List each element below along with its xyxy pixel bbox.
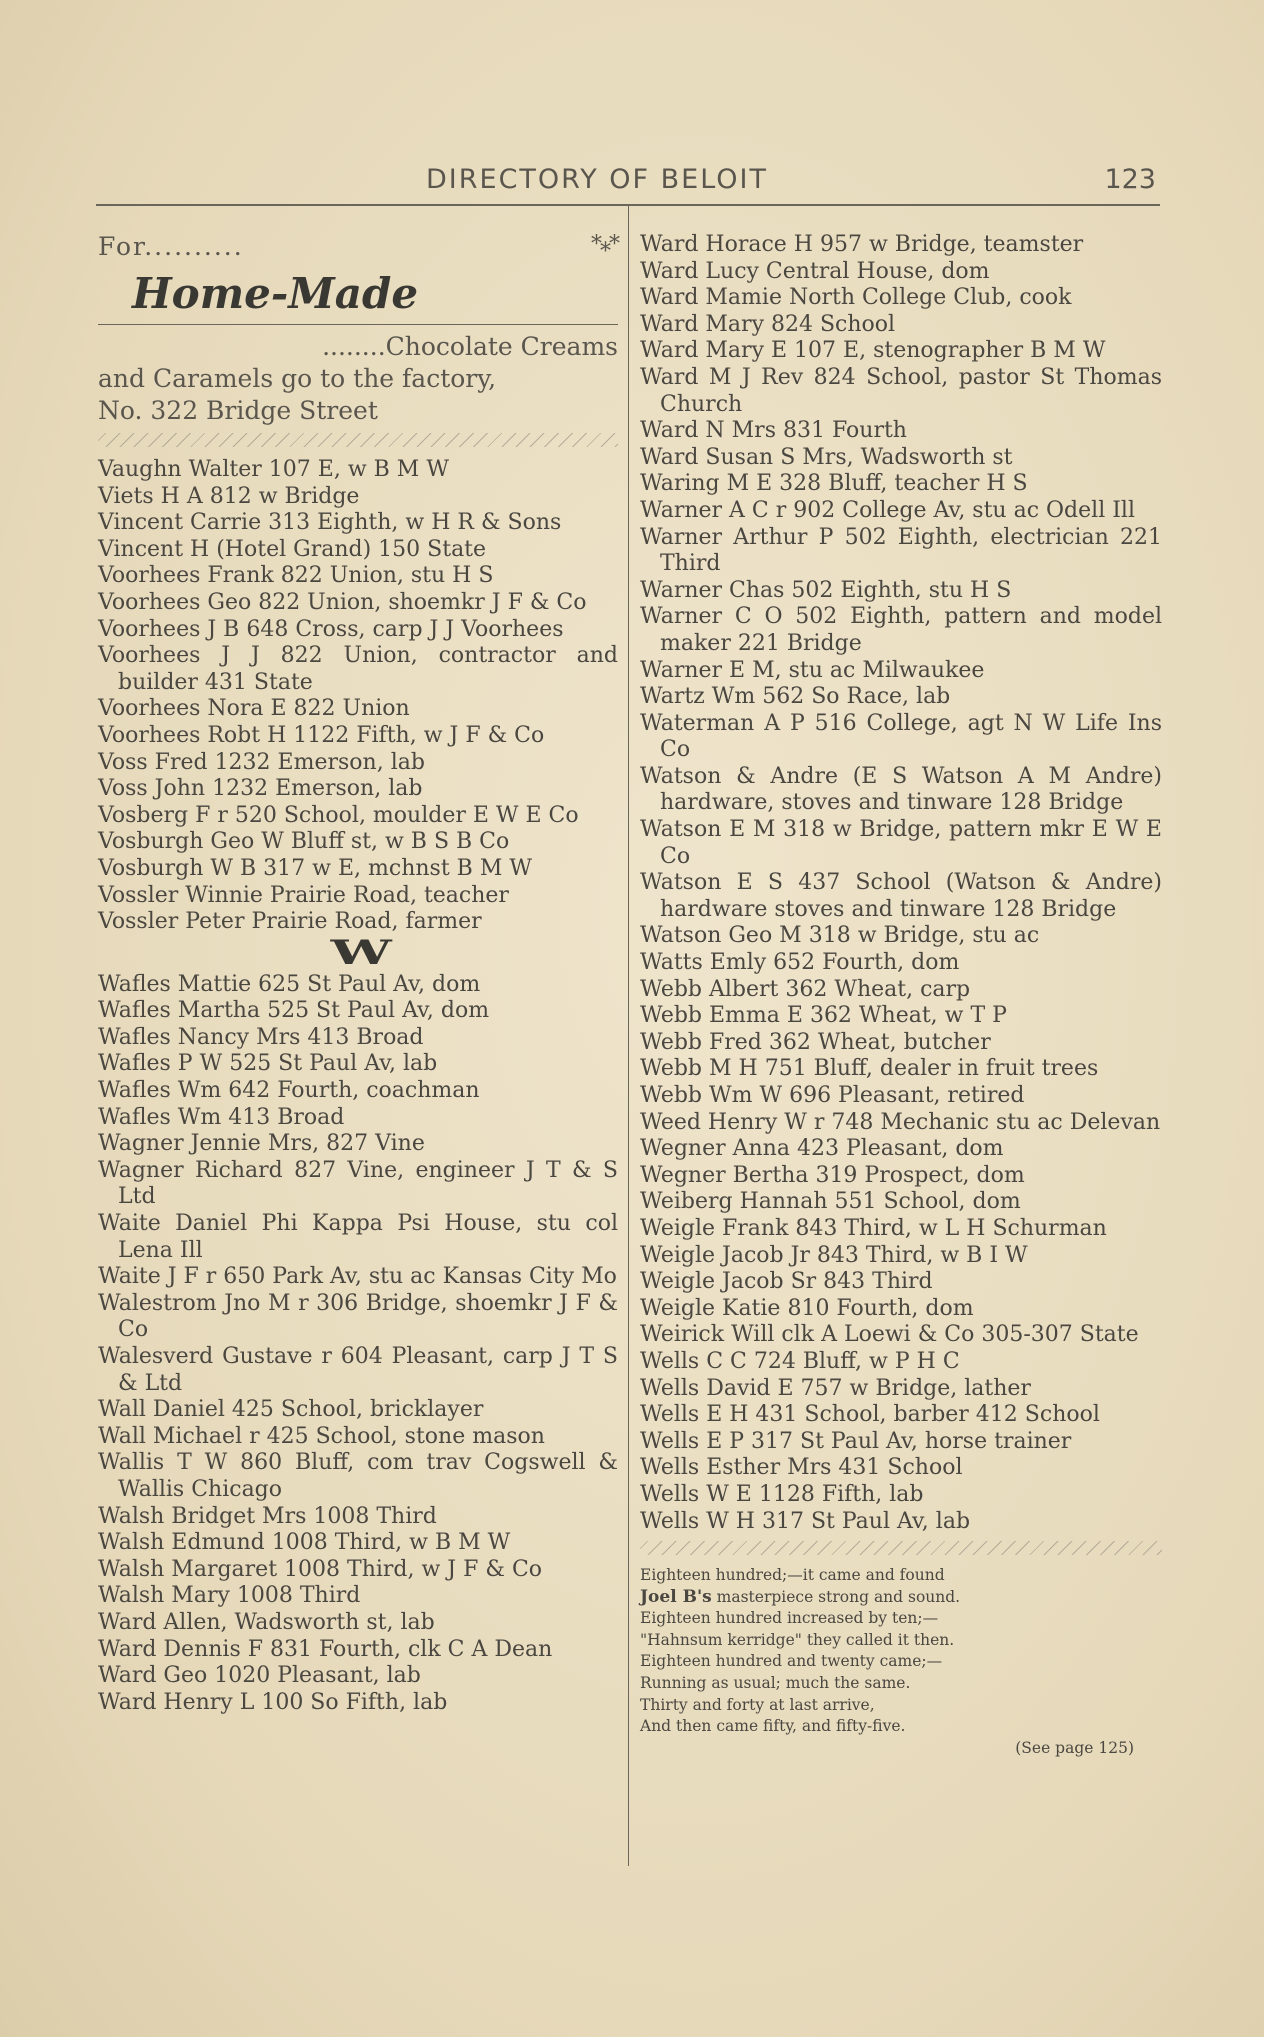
directory-entry: Webb Emma E 362 Wheat, w T P — [640, 1003, 1007, 1029]
directory-entry: Ward N Mrs 831 Fourth — [640, 418, 907, 444]
directory-entry: Walestrom Jno M r 306 Bridge, shoemkr J F & Co — [98, 1290, 618, 1343]
directory-entry: Webb Albert 362 Wheat, carp — [640, 976, 971, 1002]
page-title: DIRECTORY OF BELOIT — [426, 164, 769, 195]
directory-entry: Vossler Peter Prairie Road, farmer — [98, 909, 482, 935]
ad-for-line — [98, 232, 618, 268]
directory-entry: Vaughn Walter 107 E, w B M W — [98, 457, 449, 482]
directory-entry: Ward Dennis F 831 Fourth, clk C A Dean — [98, 1636, 553, 1662]
directory-entry: Warner C O 502 Eighth, pattern and model maker 221 Bridge — [640, 604, 1162, 656]
directory-entry: Vosburgh W B 317 w E, mchnst B M W — [98, 855, 532, 881]
ad-stars: *⁎* — [591, 232, 618, 257]
poem-line: Eighteen hundred;—it came and found — [640, 1566, 945, 1585]
directory-entry: Voorhees Nora E 822 Union — [98, 696, 410, 722]
directory-entry: Ward M J Rev 824 School, pastor St Thomas Church — [640, 364, 1162, 417]
directory-entry: Voorhees J J 822 Union, contractor and builder 431 State — [98, 643, 618, 695]
directory-entry: Weed Henry W r 748 Mechanic stu ac Delevan — [640, 1109, 1161, 1135]
directory-entry: Warner Chas 502 Eighth, stu H S — [640, 577, 1012, 603]
ad-line: ........Chocolate Creams — [322, 332, 618, 361]
directory-entry: Viets H A 812 w Bridge — [98, 483, 360, 509]
directory-entry: Warner E M, stu ac Milwaukee — [640, 657, 985, 683]
right-column — [640, 232, 1162, 1759]
poem-bold-name: Joel B's — [640, 1586, 712, 1607]
ad-line: and Caramels go to the factory, — [98, 364, 497, 393]
ad-rule — [98, 324, 618, 325]
page-header — [96, 160, 1160, 206]
wavy-divider — [640, 1541, 1162, 1555]
directory-entry: Wafles Nancy Mrs 413 Broad — [98, 1024, 424, 1050]
directory-entry: Ward Susan S Mrs, Wadsworth st — [640, 444, 1013, 470]
directory-entry: Watson E S 437 School (Watson & Andre) hardware stoves and tinware 128 Bridge — [640, 870, 1162, 922]
directory-entry: Waterman A P 516 College, agt N W Life Ins Co — [640, 710, 1162, 763]
directory-entry: Wafles Wm 413 Broad — [98, 1104, 345, 1130]
directory-entry: Vossler Winnie Prairie Road, teacher — [98, 882, 509, 908]
entry-list-right — [640, 232, 1162, 1535]
directory-entry: Walsh Bridget Mrs 1008 Third — [98, 1503, 437, 1529]
directory-entry: Wells E P 317 St Paul Av, horse trainer — [640, 1428, 1072, 1454]
poem-line — [640, 1587, 1162, 1609]
page-reference: (See page 125) — [1015, 1738, 1134, 1757]
directory-entry: Warner Arthur P 502 Eighth, electrician 221 Third — [640, 524, 1162, 577]
directory-entry: Walsh Margaret 1008 Third, w J F & Co — [98, 1556, 543, 1582]
directory-entry: Ward Mamie North College Club, cook — [640, 285, 1072, 311]
directory-entry: Ward Horace H 957 w Bridge, teamster — [640, 232, 1084, 257]
directory-entry: Weirick Will clk A Loewi & Co 305-307 State — [640, 1322, 1139, 1348]
directory-entry: Webb M H 751 Bluff, dealer in fruit trees — [640, 1056, 1099, 1082]
directory-entry: Waite Daniel Phi Kappa Psi House, stu col Lena Ill — [98, 1211, 618, 1263]
poem-line: And then came fifty, and fifty-five. — [640, 1717, 906, 1736]
directory-entry: Vincent Carrie 313 Eighth, w H R & Sons — [98, 510, 562, 536]
directory-entry: Weigle Jacob Sr 843 Third — [640, 1269, 933, 1295]
directory-entry: Voorhees Frank 822 Union, stu H S — [98, 563, 494, 589]
directory-entry: Wells E H 431 School, barber 412 School — [640, 1402, 1100, 1428]
directory-entry: Wells Esther Mrs 431 School — [640, 1455, 963, 1481]
directory-entry: Wagner Jennie Mrs, 827 Vine — [98, 1131, 425, 1157]
directory-entry: Voorhees J B 648 Cross, carp J J Voorhees — [98, 616, 564, 642]
directory-entry: Vincent H (Hotel Grand) 150 State — [98, 536, 487, 562]
directory-entry: Webb Wm W 696 Pleasant, retired — [640, 1083, 1025, 1108]
directory-entry: Waring M E 328 Bluff, teacher H S — [640, 471, 1028, 497]
poem-line: Running as usual; much the same. — [640, 1674, 911, 1693]
directory-entry: Wafles P W 525 St Paul Av, lab — [98, 1051, 438, 1077]
ad-title: Home-Made — [132, 269, 419, 318]
directory-entry: Voss Fred 1232 Emerson, lab — [98, 749, 425, 775]
section-letter: W — [330, 932, 386, 973]
poem-line-rest: masterpiece strong and sound. — [711, 1587, 961, 1606]
directory-entry: Watson Geo M 318 w Bridge, stu ac — [640, 923, 1040, 949]
poem-line: Eighteen hundred increased by ten;— — [640, 1609, 939, 1628]
directory-entry: Voss John 1232 Emerson, lab — [98, 776, 423, 802]
directory-entry: Vosburgh Geo W Bluff st, w B S B Co — [98, 829, 510, 855]
page-number: 123 — [1104, 164, 1156, 195]
directory-entry: Wells C C 724 Bluff, w P H C — [640, 1348, 960, 1374]
directory-entry: Wallis T W 860 Bluff, com trav Cogswell & Wallis Chicago — [98, 1450, 618, 1502]
directory-entry: Watson E M 318 w Bridge, pattern mkr E W E Co — [640, 817, 1162, 869]
directory-entry: Wafles Mattie 625 St Paul Av, dom — [98, 971, 481, 997]
directory-entry: Ward Mary 824 School — [640, 311, 896, 337]
directory-entry: Watson & Andre (E S Watson A M Andre) hardware, stoves and tinware 128 Bridge — [640, 763, 1162, 816]
poem-block — [640, 1565, 1162, 1759]
directory-entry: Watts Emly 652 Fourth, dom — [640, 950, 960, 976]
poem-line: Thirty and forty at last arrive, — [640, 1695, 875, 1714]
column-divider — [628, 206, 629, 1866]
directory-entry: Ward Geo 1020 Pleasant, lab — [98, 1663, 421, 1689]
directory-entry: Wafles Wm 642 Fourth, coachman — [98, 1078, 480, 1104]
ad-for-text: For.......... — [98, 232, 244, 261]
directory-entry: Wells W H 317 St Paul Av, lab — [640, 1508, 971, 1534]
directory-entry: Wagner Richard 827 Vine, engineer J T & S Ltd — [98, 1157, 618, 1210]
directory-entry: Walesverd Gustave r 604 Pleasant, carp J T S & Ltd — [98, 1344, 618, 1396]
directory-entry: Walsh Mary 1008 Third — [98, 1583, 361, 1609]
directory-entry: Voorhees Robt H 1122 Fifth, w J F & Co — [98, 722, 545, 748]
directory-entry: Webb Fred 362 Wheat, butcher — [640, 1029, 991, 1055]
directory-entry: Wegner Anna 423 Pleasant, dom — [640, 1136, 1004, 1162]
directory-entry: Wall Michael r 425 School, stone mason — [98, 1423, 545, 1449]
directory-entry: Ward Lucy Central House, dom — [640, 258, 990, 284]
directory-entry: Wells W E 1128 Fifth, lab — [640, 1481, 924, 1507]
directory-entry: Ward Mary E 107 E, stenographer B M W — [640, 338, 1106, 364]
directory-entry: Warner A C r 902 College Av, stu ac Odell Ill — [640, 497, 1135, 523]
directory-entry: Walsh Edmund 1008 Third, w B M W — [98, 1530, 511, 1556]
directory-entry: Wegner Bertha 319 Prospect, dom — [640, 1162, 1025, 1188]
left-column — [98, 232, 618, 1716]
directory-entry: Wells David E 757 w Bridge, lather — [640, 1375, 1031, 1401]
directory-entry: Ward Allen, Wadsworth st, lab — [98, 1609, 435, 1635]
directory-entry: Weigle Katie 810 Fourth, dom — [640, 1295, 974, 1321]
directory-entry: Wartz Wm 562 So Race, lab — [640, 684, 951, 710]
poem-line: "Hahnsum kerridge" they called it then. — [640, 1630, 955, 1649]
directory-entry: Vosberg F r 520 School, moulder E W E Co — [98, 802, 579, 828]
wavy-divider — [98, 433, 618, 447]
directory-entry: Weiberg Hannah 551 School, dom — [640, 1189, 1021, 1215]
directory-entry: Ward Henry L 100 So Fifth, lab — [98, 1689, 448, 1715]
directory-entry: Voorhees Geo 822 Union, shoemkr J F & Co — [98, 589, 587, 615]
directory-entry: Weigle Frank 843 Third, w L H Schurman — [640, 1215, 1107, 1241]
directory-entry: Weigle Jacob Jr 843 Third, w B I W — [640, 1242, 1028, 1268]
entry-list-w — [98, 972, 618, 1717]
directory-entry: Wall Daniel 425 School, bricklayer — [98, 1397, 484, 1423]
poem-line: Eighteen hundred and twenty came;— — [640, 1652, 943, 1671]
directory-entry: Waite J F r 650 Park Av, stu ac Kansas City Mo — [98, 1264, 617, 1290]
directory-entry: Wafles Martha 525 St Paul Av, dom — [98, 998, 490, 1024]
entry-list-v — [98, 457, 618, 936]
ad-line: No. 322 Bridge Street — [98, 396, 378, 425]
